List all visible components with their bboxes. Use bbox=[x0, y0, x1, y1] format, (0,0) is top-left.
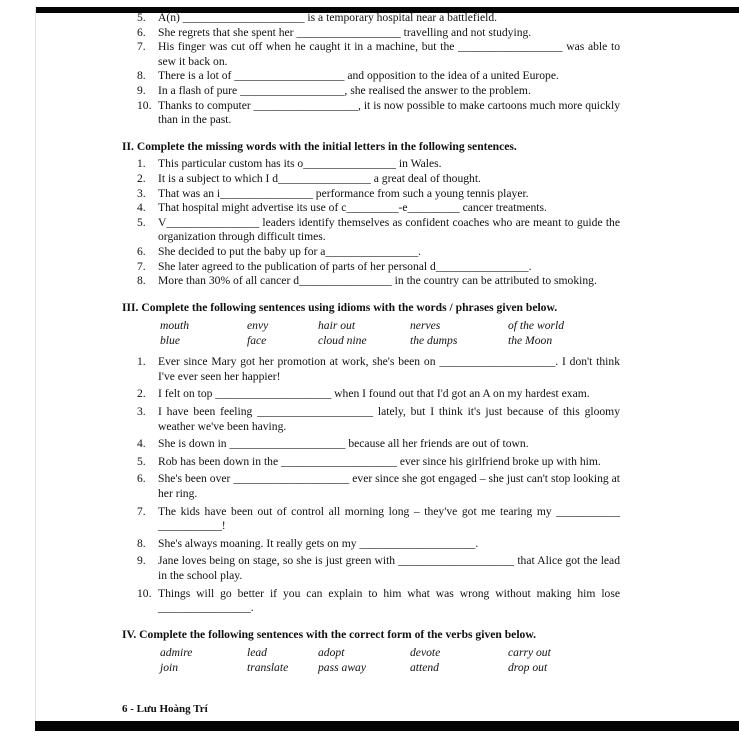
item-text: In a flash of pure __________________, she realised the answer to the problem. bbox=[158, 83, 531, 97]
item-number: 1. bbox=[137, 157, 146, 171]
exercise-item bbox=[122, 505, 620, 534]
section-3-word-bank bbox=[160, 318, 620, 348]
word-bank-entry: drop out bbox=[508, 661, 548, 675]
item-number: 7. bbox=[137, 40, 146, 54]
item-text: This particular custom has its o________________ in Wales. bbox=[158, 157, 442, 171]
item-number: 6. bbox=[137, 25, 146, 39]
word-bank-entry: admire bbox=[160, 646, 193, 660]
section-4-title: IV. Complete the following sentences with the correct form of the verbs given below. bbox=[122, 627, 536, 641]
exercise-item bbox=[122, 157, 620, 172]
item-text: There is a lot of ___________________ and opposition to the idea of a united Europe. bbox=[158, 69, 559, 83]
item-number: 10. bbox=[137, 586, 152, 600]
exercise-item bbox=[122, 537, 620, 552]
item-text: V________________ leaders identify themselves as confident coaches who are meant to guide the organization through difficult times. bbox=[158, 215, 620, 244]
word-bank-entry: hair out bbox=[318, 319, 356, 333]
exercise-item bbox=[122, 554, 620, 583]
item-text: It is a subject to which I d________________ a great deal of thought. bbox=[158, 171, 481, 185]
word-bank-entry: adopt bbox=[318, 646, 345, 660]
section-3-list bbox=[122, 355, 620, 616]
scan-edge-left bbox=[35, 7, 36, 731]
item-number: 6. bbox=[137, 244, 146, 258]
scan-edge-bottom bbox=[35, 721, 739, 731]
section-2-title: II. Complete the missing words with the initial letters in the following sentences. bbox=[122, 139, 517, 153]
exercise-item bbox=[122, 99, 620, 128]
exercise-item bbox=[122, 405, 620, 434]
item-number: 9. bbox=[137, 554, 146, 568]
item-text: She regrets that she spent her __________________ travelling and not studying. bbox=[158, 25, 532, 39]
exercise-item bbox=[122, 587, 620, 616]
item-number: 2. bbox=[137, 387, 146, 401]
item-number: 3. bbox=[137, 405, 146, 419]
item-text: That was an i________________ performance from such a young tennis player. bbox=[158, 186, 529, 200]
exercise-item bbox=[122, 355, 620, 384]
item-text: She is down in ____________________ because all her friends are out of town. bbox=[158, 437, 529, 451]
word-bank-entry: of the world bbox=[508, 319, 565, 333]
exercise-item bbox=[122, 69, 620, 84]
exercise-item bbox=[122, 437, 620, 452]
item-text: She decided to put the baby up for a________________. bbox=[158, 244, 422, 258]
item-number: 9. bbox=[137, 83, 146, 97]
exercise-item bbox=[122, 172, 620, 187]
exercise-item bbox=[122, 216, 620, 245]
exercise-item bbox=[122, 387, 620, 402]
word-bank-entry: nerves bbox=[410, 319, 441, 333]
exercise-item bbox=[122, 201, 620, 216]
word-bank-entry: face bbox=[247, 334, 267, 348]
word-bank-entry: devote bbox=[410, 646, 441, 660]
page-footer: 6 - Lưu Hoàng Trí bbox=[122, 703, 208, 716]
item-number: 6. bbox=[137, 472, 146, 486]
item-text: She later agreed to the publication of parts of her personal d________________. bbox=[158, 259, 532, 273]
item-text: Things will go better if you can explain to him what was wrong without making him lose ________________. bbox=[158, 586, 620, 615]
word-bank-entry: blue bbox=[160, 334, 180, 348]
item-text: A(n) _____________________ is a temporary hospital near a battlefield. bbox=[158, 11, 498, 24]
item-text: Rob has been down in the ____________________ ever since his girlfriend broke up with him. bbox=[158, 454, 601, 468]
section-2-list bbox=[122, 157, 620, 288]
exercise-item bbox=[122, 40, 620, 69]
word-bank-entry: the Moon bbox=[508, 334, 553, 348]
item-text: Ever since Mary got her promotion at work, she's been on ____________________. I don't think I've ever seen her happier! bbox=[158, 355, 620, 383]
word-bank-entry: pass away bbox=[318, 661, 366, 675]
item-number: 5. bbox=[137, 11, 146, 24]
item-number: 2. bbox=[137, 171, 146, 185]
item-text: More than 30% of all cancer d________________ in the country can be attributed to smoking. bbox=[158, 274, 597, 288]
word-bank-entry: carry out bbox=[508, 646, 551, 660]
exercise-item bbox=[122, 187, 620, 202]
word-bank-entry: envy bbox=[247, 319, 269, 333]
exercise-item bbox=[122, 274, 620, 289]
section-1-list bbox=[122, 11, 620, 128]
item-number: 3. bbox=[137, 186, 146, 200]
word-bank-entry: translate bbox=[247, 661, 289, 675]
item-number: 7. bbox=[137, 504, 146, 518]
item-number: 5. bbox=[137, 454, 146, 468]
word-bank-entry: attend bbox=[410, 661, 439, 675]
exercise-item bbox=[122, 11, 620, 26]
exercise-item bbox=[122, 455, 620, 470]
section-3-title: III. Complete the following sentences using idioms with the words / phrases given below. bbox=[122, 300, 558, 314]
word-bank-entry: cloud nine bbox=[318, 334, 367, 348]
item-number: 8. bbox=[137, 274, 146, 288]
exercise-item bbox=[122, 245, 620, 260]
exercise-item bbox=[122, 84, 620, 99]
item-text: I have been feeling ____________________ lately, but I think it's just because of this gloomy weather we've been having. bbox=[158, 405, 620, 433]
item-text: Jane loves being on stage, so she is just green with ____________________ that Alice got the lead in the school play. bbox=[158, 554, 620, 582]
word-bank-entry: mouth bbox=[160, 319, 189, 333]
item-number: 8. bbox=[137, 69, 146, 83]
item-text: His finger was cut off when he caught it in a machine, but the __________________ was able to sew it back on. bbox=[158, 40, 620, 68]
item-number: 7. bbox=[137, 259, 146, 273]
item-number: 4. bbox=[137, 201, 146, 215]
section-4-word-bank bbox=[160, 645, 620, 675]
item-text: The kids have been out of control all morning long – they've got me tearing my ___________ ___________! bbox=[158, 504, 620, 533]
item-text: That hospital might advertise its use of c_________-e_________ cancer treatments. bbox=[158, 201, 547, 215]
word-bank-entry: the dumps bbox=[410, 334, 458, 348]
exercise-item bbox=[122, 472, 620, 501]
page-content bbox=[122, 11, 620, 682]
item-number: 1. bbox=[137, 355, 146, 369]
item-text: She's always moaning. It really gets on my ____________________. bbox=[158, 536, 479, 550]
word-bank-entry: lead bbox=[247, 646, 267, 660]
item-number: 5. bbox=[137, 215, 146, 229]
item-number: 8. bbox=[137, 536, 146, 550]
item-number: 4. bbox=[137, 437, 146, 451]
item-text: She's been over ____________________ ever since she got engaged – she just can't stop looking at her ring. bbox=[158, 472, 620, 501]
item-text: Thanks to computer __________________, it is now possible to make cartoons much more quickly than in the past. bbox=[158, 98, 620, 127]
item-text: I felt on top ____________________ when I found out that I'd got an A on my hardest exam. bbox=[158, 387, 590, 401]
item-number: 10. bbox=[137, 98, 152, 112]
exercise-item bbox=[122, 260, 620, 275]
word-bank-entry: join bbox=[160, 661, 179, 675]
exercise-item bbox=[122, 26, 620, 41]
